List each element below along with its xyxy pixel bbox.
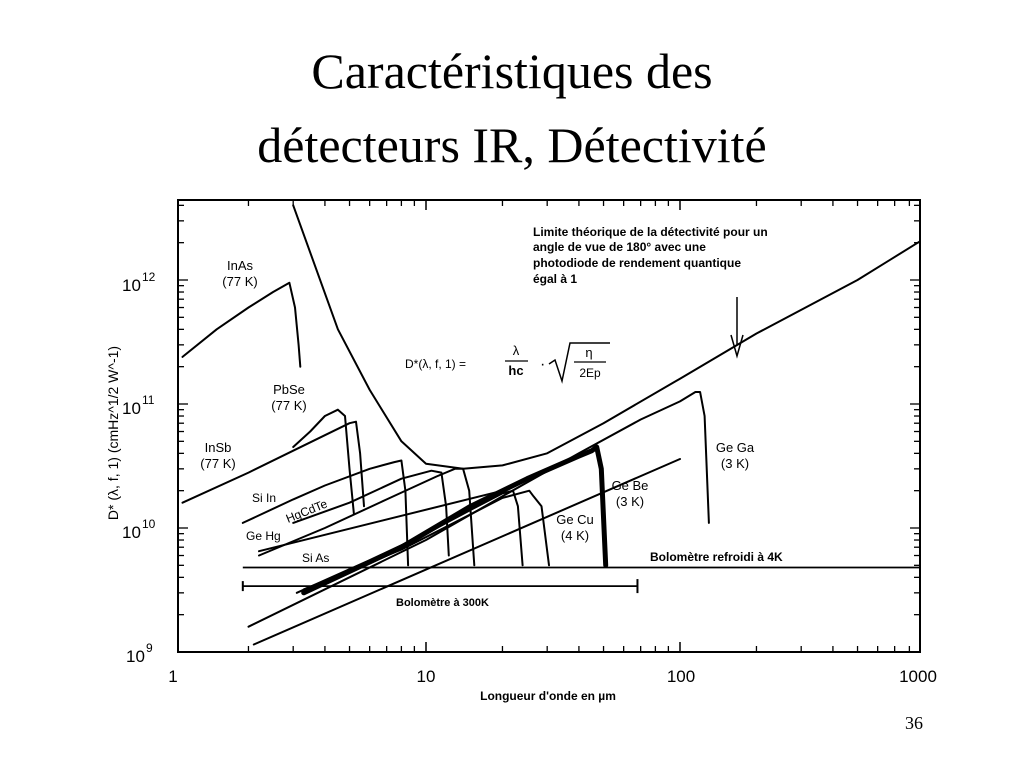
label-InSb: InSb (77 K) <box>200 440 236 471</box>
x-tick-label-1: 1 <box>168 667 178 686</box>
x-tick-label-10: 10 <box>416 667 436 686</box>
x-tick-label-100: 100 <box>666 667 696 686</box>
label-InAs: InAs (77 K) <box>222 258 258 289</box>
label-HgCdTe: HgCdTe <box>283 496 330 526</box>
y-axis-label: D* (λ, f, 1) (cmHz^1/2 W^-1) <box>105 345 121 521</box>
x-tick-label-1000: 1000 <box>899 667 937 686</box>
slide-title-line-2: détecteurs IR, Détectivité <box>257 117 767 173</box>
theory-annotation <box>533 225 768 286</box>
label-Ge_Ga: Ge Ga (3 K) <box>715 440 755 471</box>
y-tick-label-1e11 <box>122 393 155 418</box>
label-Si_In: Si In <box>252 491 277 505</box>
svg-text:11: 11 <box>142 393 155 407</box>
label-layer <box>200 258 783 609</box>
svg-text:angle de vue de 180° avec une: angle de vue de 180° avec une <box>533 240 706 254</box>
svg-text:10: 10 <box>126 647 145 666</box>
svg-text:10: 10 <box>142 517 156 531</box>
svg-text:10: 10 <box>122 276 141 295</box>
y-tick-label-1e9 <box>126 641 153 666</box>
svg-text:Limite théorique de la détecti: Limite théorique de la détectivité pour un <box>533 225 768 239</box>
svg-text:10: 10 <box>122 523 141 542</box>
label-Si_As: Si As <box>302 551 330 565</box>
page-number: 36 <box>905 713 923 733</box>
label-Ge_Hg: Ge Hg <box>246 529 281 543</box>
label-Ge_Cu: Ge Cu (4 K) <box>556 512 594 543</box>
svg-text:D*(λ, f, 1) =: D*(λ, f, 1) = <box>405 357 467 371</box>
svg-text:hc: hc <box>508 363 524 378</box>
svg-text:η: η <box>585 345 593 360</box>
label-bolo-300k: Bolomètre à 300K <box>396 597 489 609</box>
svg-text:10: 10 <box>122 399 141 418</box>
label-PbSe: PbSe (77 K) <box>271 382 307 413</box>
svg-text:λ: λ <box>512 343 520 358</box>
detectivity-formula <box>405 343 610 381</box>
label-bolo-4k: Bolomètre refroidi à 4K <box>650 550 783 564</box>
x-axis-label: Longueur d'onde en µm <box>480 689 616 703</box>
svg-text:2Ep: 2Ep <box>579 366 601 380</box>
y-tick-label-1e12 <box>122 270 156 295</box>
curve-InAs <box>183 283 301 367</box>
svg-text:·: · <box>540 356 546 373</box>
svg-text:9: 9 <box>146 641 153 655</box>
y-tick-label-1e10 <box>122 517 156 542</box>
svg-text:12: 12 <box>142 270 156 284</box>
svg-text:égal à 1: égal à 1 <box>533 272 578 286</box>
label-Ge_Be: Ge Be (3 K) <box>611 478 649 509</box>
slide-title-line-1: Caractéristiques des <box>311 43 713 99</box>
svg-text:photodiode de rendement quanti: photodiode de rendement quantique <box>533 256 741 270</box>
